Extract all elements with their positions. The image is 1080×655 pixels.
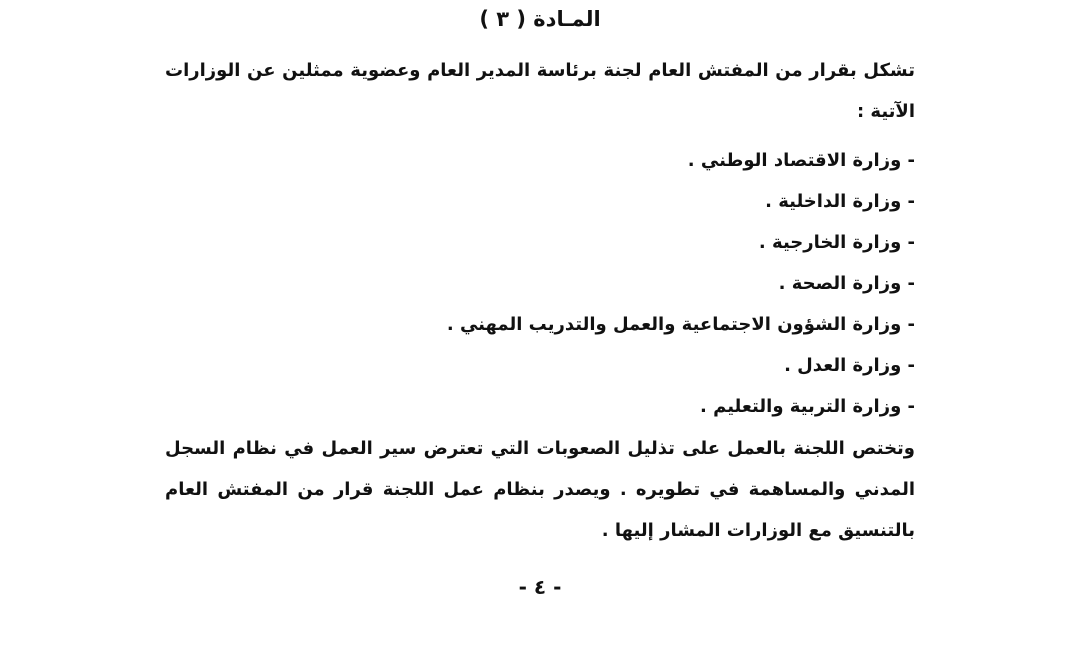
ministry-item-economy: - وزارة الاقتصاد الوطني . [687, 150, 915, 171]
ministry-item-justice: - وزارة العدل . [784, 355, 915, 376]
intro-paragraph: تشكل بقرار من المفتش العام لجنة برئاسة المدير العام وعضوية ممثلين عن الوزارات الآتية : [165, 60, 915, 122]
ministry-item-health: - وزارة الصحة . [778, 273, 915, 294]
page-number: - ٤ - [518, 575, 562, 599]
ministry-item-interior: - وزارة الداخلية . [765, 191, 915, 212]
article-title: المـادة ( ٣ ) [479, 7, 601, 31]
closing-paragraph: وتختص اللجنة بالعمل على تذليل الصعوبات التي تعترض سير العمل في نظام السجل المدني والمساهمة في تطويره . ويصدر بنظام عمل اللجنة قرار من المفتش العام بالتنسيق مع الوزارات المشار إليها . [165, 438, 915, 541]
ministry-item-education: - وزارة التربية والتعليم . [699, 396, 915, 417]
ministry-item-social-affairs: - وزارة الشؤون الاجتماعية والعمل والتدريب المهني . [446, 314, 915, 335]
ministries-list [165, 140, 915, 427]
ministry-item-foreign-affairs: - وزارة الخارجية . [758, 232, 915, 253]
